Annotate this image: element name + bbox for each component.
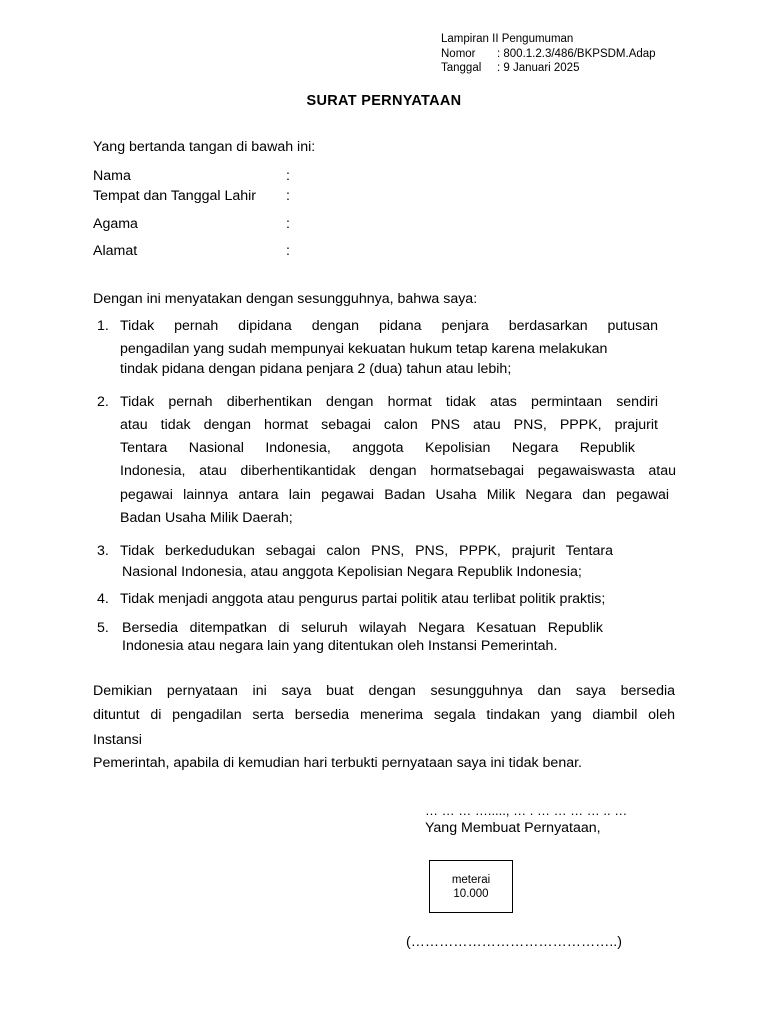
stamp-box <box>429 860 513 913</box>
signer-name-placeholder: (……………………………………..) <box>406 934 622 950</box>
intro-text: Yang bertanda tangan di bawah ini: <box>93 139 316 155</box>
closing-line: Instansi <box>93 732 142 748</box>
closing-line: dituntut di pengadilan serta bersedia menerima segala tindakan yang diambil oleh <box>93 707 675 723</box>
stamp-label: meterai <box>451 874 491 886</box>
item-line: Bersedia ditempatkan di seluruh wilayah Negara Kesatuan Republik <box>122 620 603 636</box>
stamp-value: 10.000 <box>453 888 489 900</box>
identity-label: Alamat <box>93 243 138 259</box>
document-date <box>441 61 579 75</box>
item-line: Tidak menjadi anggota atau pengurus partai politik atau terlibat politik praktis; <box>120 591 606 607</box>
item-line: Indonesia atau negara lain yang ditentukan oleh Instansi Pemerintah. <box>122 638 558 654</box>
closing-line: Pemerintah, apabila di kemudian hari terbukti pernyataan saya ini tidak benar. <box>93 755 582 771</box>
item-line: Tidak pernah dipidana dengan pidana penjara berdasarkan putusan <box>120 318 658 334</box>
signer-label: Yang Membuat Pernyataan, <box>425 820 601 836</box>
identity-colon: : <box>286 168 290 184</box>
number-value: : 800.1.2.3/486/BKPSDM.Adap <box>497 48 656 60</box>
place-date-line: … … … …....., … . … … … … .. … <box>425 803 628 818</box>
item-line: Badan Usaha Milik Daerah; <box>120 510 293 526</box>
number-label: Nomor <box>441 48 476 60</box>
item-line: Tidak pernah diberhentikan dengan hormat tidak atas permintaan sendiri <box>120 394 658 410</box>
identity-colon: : <box>286 216 290 232</box>
document-number <box>441 47 656 61</box>
identity-label: Nama <box>93 168 131 184</box>
item-number: 3. <box>97 543 109 559</box>
item-line: Nasional Indonesia, atau anggota Kepolisian Negara Republik Indonesia; <box>122 564 582 580</box>
item-line: tindak pidana dengan pidana penjara 2 (dua) tahun atau lebih; <box>120 361 512 377</box>
identity-colon: : <box>286 243 290 259</box>
item-line: pegawai lainnya antara lain pegawai Badan Usaha Milik Negara dan pegawai <box>120 487 669 503</box>
identity-label: Agama <box>93 216 138 232</box>
identity-colon: : <box>286 188 290 204</box>
item-line: Tidak berkedudukan sebagai calon PNS, PNS, PPPK, prajurit Tentara <box>120 543 613 559</box>
identity-label: Tempat dan Tanggal Lahir <box>93 188 257 204</box>
statement-intro: Dengan ini menyatakan dengan sesungguhnya, bahwa saya: <box>93 291 478 307</box>
closing-line: Demikian pernyataan ini saya buat dengan sesungguhnya dan saya bersedia <box>93 683 675 699</box>
item-number: 5. <box>97 620 109 636</box>
date-value: : 9 Januari 2025 <box>497 62 580 74</box>
item-line: atau tidak dengan hormat sebagai calon PNS atau PNS, PPPK, prajurit <box>120 417 658 433</box>
date-label: Tanggal <box>441 62 482 74</box>
item-number: 2. <box>97 394 109 410</box>
item-line: pengadilan yang sudah mempunyai kekuatan hukum tetap karena melakukan <box>120 341 608 357</box>
item-number: 1. <box>97 318 109 334</box>
item-line: Indonesia, atau diberhentikantidak dengan hormatsebagai pegawaiswasta atau <box>120 463 676 479</box>
item-number: 4. <box>97 591 109 607</box>
item-line: Tentara Nasional Indonesia, anggota Kepolisian Negara Republik <box>120 440 635 456</box>
document-title: SURAT PERNYATAAN <box>306 93 462 109</box>
attachment-label: Lampiran II Pengumuman <box>441 33 574 45</box>
